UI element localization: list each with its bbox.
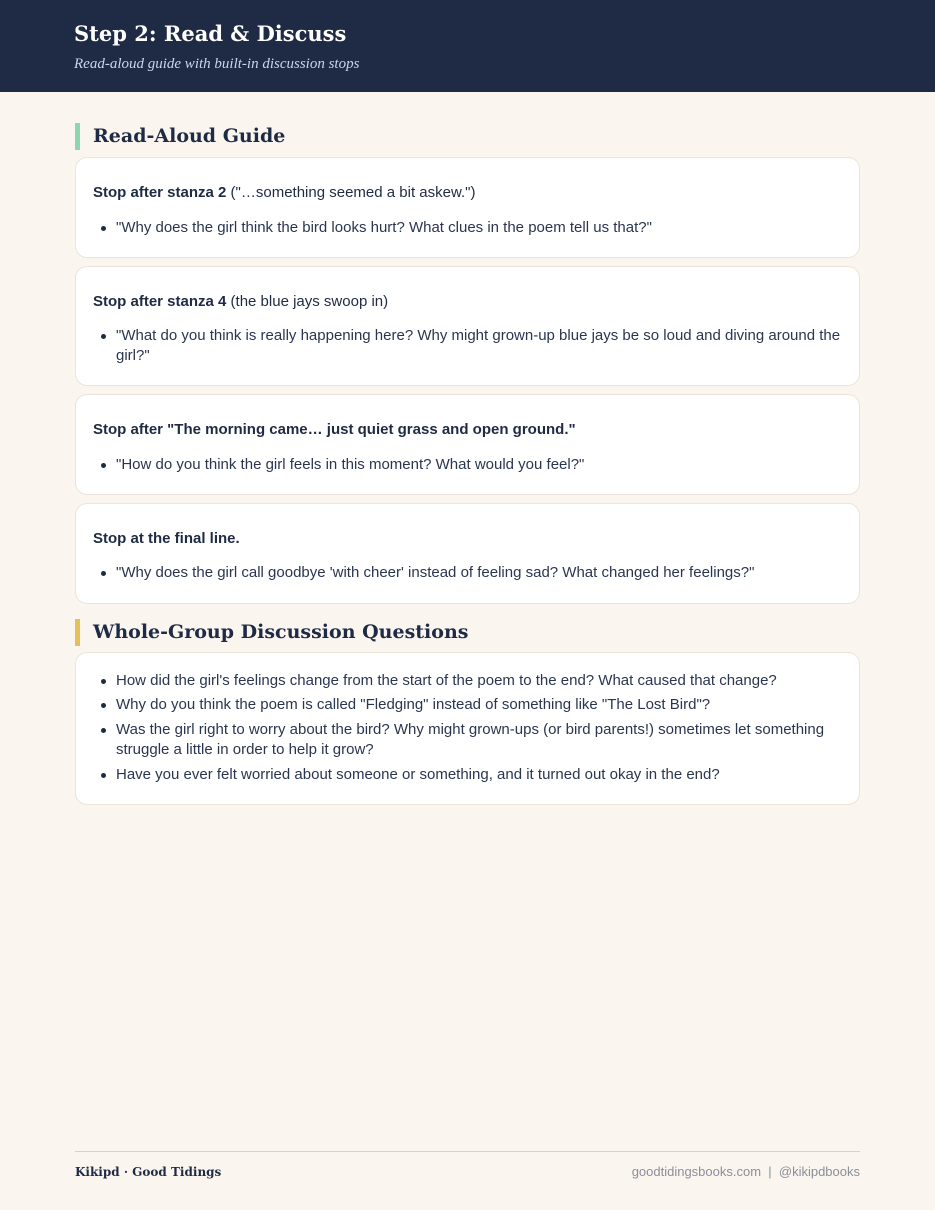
stop-question: "Why does the girl call goodbye 'with cheer' instead of feeling sad? What changed her feelings?" — [93, 563, 842, 583]
stop-title — [93, 529, 842, 549]
stop-label: Stop after "The morning came… just quiet grass and open ground." — [93, 421, 576, 438]
footer-brand: Kikipd · Good Tidings — [75, 1165, 222, 1179]
main-content — [0, 122, 935, 805]
stop-question: "Why does the girl think the bird looks hurt? What clues in the poem tell us that?" — [93, 218, 842, 238]
section-accent-bar — [75, 619, 80, 646]
stop-question-list — [93, 563, 842, 583]
discussion-question: Why do you think the poem is called "Fledging" instead of something like "The Lost Bird"? — [93, 695, 842, 715]
discussion-card — [75, 652, 860, 805]
stop-note: (the blue jays swoop in) — [226, 293, 389, 310]
stop-card — [75, 394, 860, 495]
stop-question: "What do you think is really happening here? Why might grown-up blue jays be so loud and diving around the girl?" — [93, 326, 842, 366]
stop-question-list — [93, 455, 842, 475]
stop-question-list — [93, 326, 842, 366]
stop-label: Stop after stanza 4 — [93, 293, 227, 310]
page-footer — [75, 1151, 860, 1191]
page-title: Step 2: Read & Discuss — [74, 21, 347, 46]
discussion-question: How did the girl's feelings change from the start of the poem to the end? What caused that change? — [93, 671, 842, 691]
read-aloud-heading — [75, 122, 860, 150]
discussion-question: Was the girl right to worry about the bird? Why might grown-ups (or bird parents!) sometimes let something struggle a little in order to help it grow? — [93, 720, 842, 760]
page-header — [0, 0, 935, 92]
stop-question-list — [93, 218, 842, 238]
stop-card — [75, 157, 860, 258]
stop-label: Stop after stanza 2 — [93, 184, 227, 201]
section-title: Read-Aloud Guide — [93, 125, 286, 147]
stop-title — [93, 292, 842, 312]
section-title: Whole-Group Discussion Questions — [93, 621, 469, 643]
stop-title — [93, 183, 842, 203]
discussion-question: Have you ever felt worried about someone or something, and it turned out okay in the end? — [93, 765, 842, 785]
stop-question: "How do you think the girl feels in this moment? What would you feel?" — [93, 455, 842, 475]
discussion-heading — [75, 618, 860, 646]
section-accent-bar — [75, 123, 80, 150]
stop-title — [93, 420, 842, 440]
discussion-question-list — [93, 671, 842, 785]
stop-label: Stop at the final line. — [93, 530, 240, 547]
footer-contact: goodtidingsbooks.com | @kikipdbooks — [631, 1164, 860, 1179]
page-subtitle: Read-aloud guide with built-in discussion stops — [74, 56, 360, 72]
stop-card — [75, 503, 860, 604]
stop-note: ("…something seemed a bit askew.") — [226, 184, 476, 201]
stop-card — [75, 266, 860, 386]
